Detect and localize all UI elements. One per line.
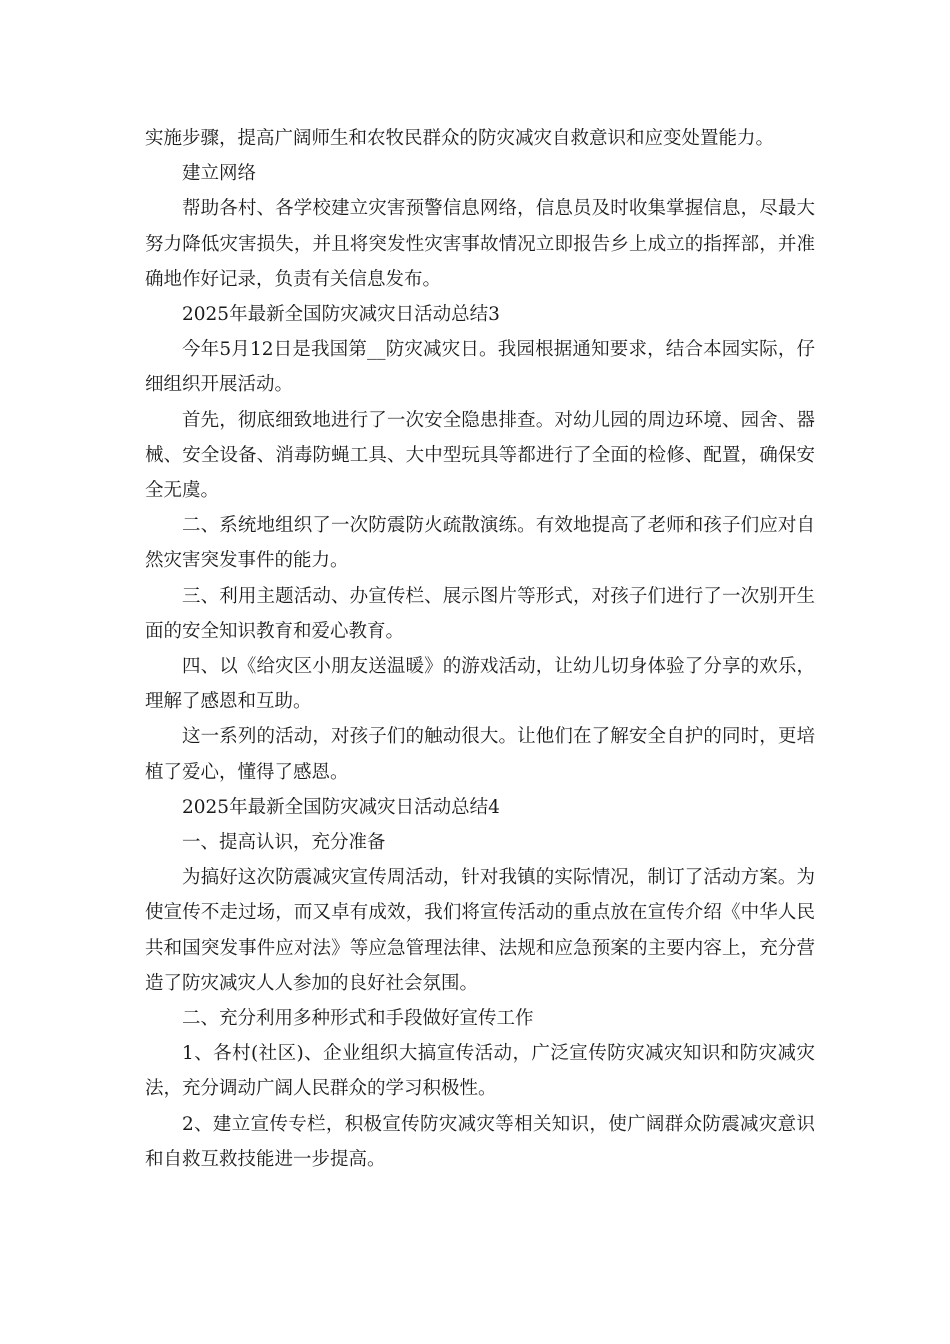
paragraph: 四、以《给灾区小朋友送温暖》的游戏活动，让幼儿切身体验了分享的欢乐，理解了感恩和互助。 (145, 656, 815, 713)
section-title: 2025年最新全国防灾减灾日活动总结3 (182, 304, 500, 326)
paragraph: 帮助各村、各学校建立灾害预警信息网络，信息员及时收集掌握信息，尽最大努力降低灾害损失，并且将突发性灾害事故情况立即报告乡上成立的指挥部，并准确地作好记录，负责有关信息发布。 (145, 198, 815, 290)
section-heading: 建立网络 (182, 163, 257, 185)
paragraph: 1、各村(社区)、企业组织大搞宣传活动，广泛宣传防灾减灾知识和防灾减灾法，充分调动广阔人民群众的学习积极性。 (145, 1043, 815, 1100)
section-heading: 二、充分利用多种形式和手段做好宣传工作 (182, 1008, 534, 1030)
paragraph: 首先，彻底细致地进行了一次安全隐患排查。对幼儿园的周边环境、园舍、器械、安全设备、消毒防蝇工具、大中型玩具等都进行了全面的检修、配置，确保安全无虞。 (145, 409, 815, 502)
paragraph: 今年5月12日是我国第__防灾减灾日。我园根据通知要求，结合本园实际，仔细组织开展活动。 (145, 339, 815, 396)
paragraph: 2、建立宣传专栏，积极宣传防灾减灾等相关知识，使广阔群众防震减灾意识和自救互救技能进一步提高。 (145, 1113, 815, 1170)
paragraph: 二、系统地组织了一次防震防火疏散演练。有效地提高了老师和孩子们应对自然灾害突发事件的能力。 (145, 515, 815, 572)
section-title: 2025年最新全国防灾减灾日活动总结4 (182, 796, 500, 818)
section-heading: 一、提高认识，充分准备 (182, 832, 386, 854)
paragraph: 三、利用主题活动、办宣传栏、展示图片等形式，对孩子们进行了一次别开生面的安全知识教育和爱心教育。 (145, 585, 815, 642)
document-body (145, 121, 815, 1177)
paragraph: 实施步骤，提高广阔师生和农牧民群众的防灾减灾自救意识和应变处置能力。 (145, 128, 775, 149)
paragraph: 为搞好这次防震减灾宣传周活动，针对我镇的实际情况，制订了活动方案。为使宣传不走过场，而又卓有成效，我们将宣传活动的重点放在宣传介绍《中华人民共和国突发事件应对法》等应急管理法律、法规和应急预案的主要内容上，充分营造了防灾减灾人人参加的良好社会氛围。 (145, 867, 815, 994)
paragraph: 这一系列的活动，对孩子们的触动很大。让他们在了解安全自护的同时，更培植了爱心，懂得了感恩。 (145, 726, 815, 783)
